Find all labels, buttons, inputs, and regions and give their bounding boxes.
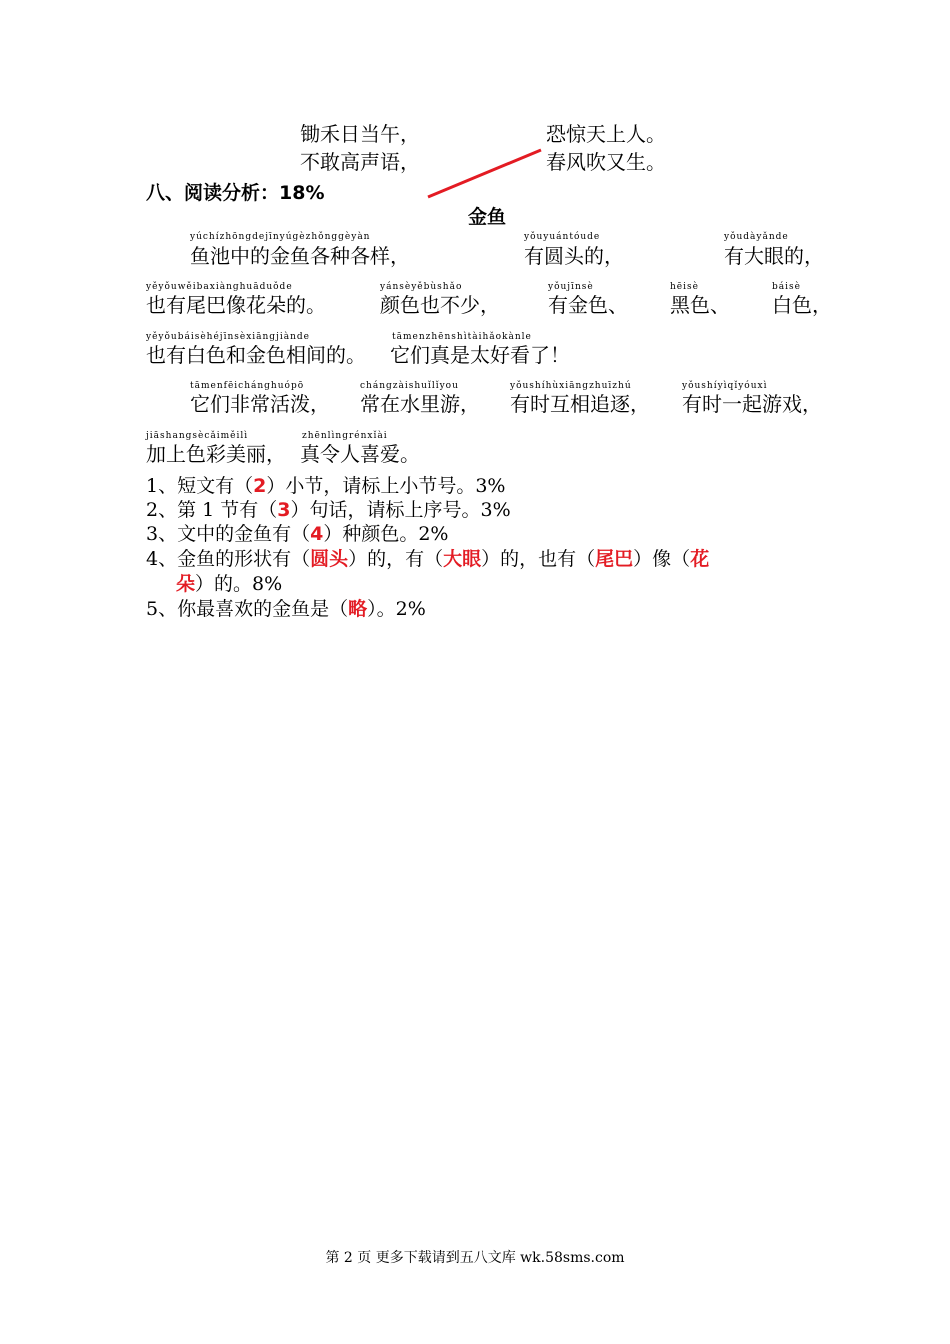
question-1: 1、短文有（2）小节，请标上小节号。3%	[146, 475, 506, 497]
answer: 朵	[176, 573, 196, 595]
story-text: 黑色、	[670, 293, 730, 317]
story-text: 它们非常活泼，	[190, 392, 330, 416]
pinyin: yěyǒuwěibaxiànghuāduǒde	[146, 282, 293, 292]
story-text: 有金色、	[548, 293, 628, 317]
pinyin: yěyǒubáisèhéjīnsèxiāngjiànde	[146, 332, 310, 342]
story-title: 金鱼	[468, 206, 507, 228]
pinyin: yǒushíhùxiāngzhuīzhú	[510, 381, 632, 391]
question-5: 5、你最喜欢的金鱼是（略）。2%	[146, 598, 426, 620]
story-text: 颜色也不少，	[380, 293, 500, 317]
question-2: 2、第 1 节有（3）句话，请标上序号。3%	[146, 499, 511, 521]
answer: 大眼	[443, 548, 482, 570]
question-3: 3、文中的金鱼有（4）种颜色。2%	[146, 523, 449, 545]
story-text: 它们真是太好看了！	[390, 343, 570, 367]
answer: 4	[310, 523, 324, 545]
pinyin: tāmenzhēnshìtàihǎokànle	[392, 332, 532, 342]
story-text: 加上色彩美丽，	[146, 442, 286, 466]
answer: 3	[277, 499, 291, 521]
pinyin: yǒujīnsè	[548, 282, 594, 292]
pinyin: zhēnlìngrénxǐài	[302, 431, 388, 441]
answer: 尾巴	[595, 548, 634, 570]
pinyin: chángzàishuǐlǐyou	[360, 381, 459, 391]
pinyin: yúchízhōngdejīnyúgèzhǒnggèyàn	[190, 232, 371, 242]
answer: 略	[348, 598, 368, 620]
answer: 圆头	[310, 548, 349, 570]
story-text: 白色，	[772, 293, 832, 317]
story-text: 也有尾巴像花朵的。	[146, 293, 326, 317]
story-text: 真令人喜爱。	[300, 442, 420, 466]
pinyin: hēisè	[670, 282, 699, 292]
question-4-continued: 朵）的。8%	[176, 573, 283, 595]
pinyin: jiāshangsècǎiměilì	[146, 431, 249, 441]
answer: 2	[253, 475, 267, 497]
pinyin: tāmenfēichánghuópō	[190, 381, 305, 391]
answer: 花	[690, 548, 710, 570]
page-footer: 第 2 页 更多下载请到五八文库 wk.58sms.com	[325, 1250, 625, 1266]
story-text: 鱼池中的金鱼各种各样，	[190, 244, 410, 268]
pinyin: báisè	[772, 282, 801, 292]
story-text: 有时互相追逐，	[510, 392, 650, 416]
poem-left-line-2: 不敢高声语，	[300, 150, 420, 174]
story-text: 也有白色和金色相间的。	[146, 343, 366, 367]
pinyin: yǒudàyǎnde	[724, 232, 789, 242]
pinyin: yǒuyuántóude	[524, 232, 601, 242]
story-text: 有圆头的，	[524, 244, 624, 268]
story-text: 有时一起游戏，	[682, 392, 822, 416]
story-text: 常在水里游，	[360, 392, 480, 416]
poem-right-line-1: 恐惊天上人。	[546, 122, 666, 146]
section-heading: 八、阅读分析：18%	[146, 182, 325, 204]
pinyin: yánsèyěbùshǎo	[380, 282, 463, 292]
poem-left-line-1: 锄禾日当午，	[300, 122, 420, 146]
question-4: 4、金鱼的形状有（圆头）的，有（大眼）的，也有（尾巴）像（花	[146, 548, 710, 570]
poem-right-line-2: 春风吹又生。	[546, 150, 666, 174]
story-text: 有大眼的，	[724, 244, 824, 268]
pinyin: yǒushíyìqǐyóuxì	[682, 381, 768, 391]
